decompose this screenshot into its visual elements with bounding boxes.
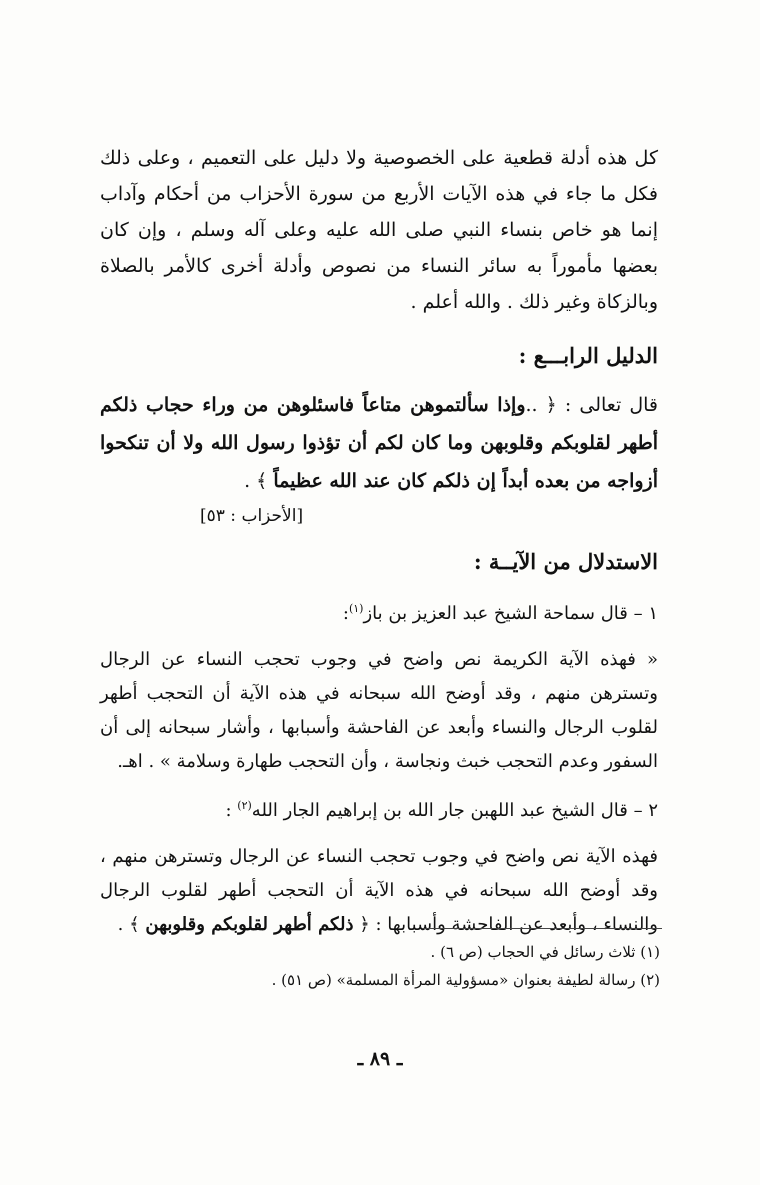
quran-close: ﴾ .	[244, 470, 268, 492]
section-heading-evidence-4: الدليل الرابـــع :	[518, 343, 658, 368]
footnotes	[100, 938, 660, 994]
footnote-1: (١) ثلاث رسائل في الحجاب (ص ٦) .	[430, 943, 660, 961]
quote-2	[100, 840, 658, 942]
footnote-ref-1[interactable]: (١)	[348, 602, 364, 615]
list-item-2	[100, 789, 658, 828]
quote-2-text: فهذه الآية نص واضح في وجوب تحجب النساء عن الرجال وتسترهن منهم ، وقد أوضح الله سبحانه في هذه الآية أن التحجب أطهر لقلوب الرجال والنساء ، وأبعد عن الفاحشة وأسبابها : ﴿	[100, 846, 658, 935]
main-content	[100, 140, 658, 952]
item-2-colon: :	[225, 800, 232, 821]
page-number: ـ ٨٩ ـ	[357, 1048, 403, 1070]
quran-quote	[100, 386, 658, 500]
footnote-divider	[422, 928, 662, 929]
footnote-2: (٢) رسالة لطيفة بعنوان «مسؤولية المرأة المسلمة» (ص ٥١) .	[271, 971, 660, 989]
list-item-1	[100, 592, 658, 631]
item-1-colon: :	[342, 603, 349, 624]
quran-verse: وإذا سألتموهن متاعاً فاسئلوهن من وراء حجاب ذلكم أطهر لقلوبكم وقلوبهن وما كان لكم أن تؤذوا رسول الله ولا أن تنكحوا أزواجه من بعده أبداً إن ذلكم كان عند الله عظيماً	[100, 394, 658, 492]
opening-paragraph: كل هذه أدلة قطعية على الخصوصية ولا دليل على التعميم ، وعلى ذلك فكل ما جاء في هذه الآيات الأربع من سورة الأحزاب من أحكام وآداب إنما هو خاص بنساء النبي صلى الله عليه وعلى آله وسلم ، وإن كان بعضها مأموراً به سائر النساء من نصوص وأدلة أخرى كالأمر بالصلاة وبالزكاة وغير ذلك . والله أعلم .	[100, 147, 658, 313]
quote-1: « فهذه الآية الكريمة نص واضح في وجوب تحجب النساء عن الرجال وتسترهن منهم ، وقد أوضح الله سبحانه في هذه الآية أن التحجب أطهر لقلوب الرجال والنساء وأبعد عن الفاحشة وأسبابها ، وأشار سبحانه إلى أن السفور وعدم التحجب خبث ونجاسة ، وأن التحجب طهارة وسلامة » . اهـ.	[100, 649, 658, 772]
footnote-ref-2[interactable]: (٢)	[237, 799, 252, 812]
quran-intro: قال تعالى : ﴿ ..	[525, 394, 658, 416]
item-2-text: ٢ – قال الشيخ عبد اللهبن جار الله بن إبراهيم الجار الله	[251, 800, 658, 821]
quote-2-close: ﴾ .	[117, 914, 140, 935]
section-heading-inference: الاستدلال من الآيــة :	[473, 549, 658, 574]
item-1-text: ١ – قال سماحة الشيخ عبد العزيز بن باز	[363, 603, 658, 624]
quran-reference: [الأحزاب : ٥٣]	[200, 506, 304, 526]
quote-2-verse: ذلكم أطهر لقلوبكم وقلوبهن	[145, 914, 354, 935]
